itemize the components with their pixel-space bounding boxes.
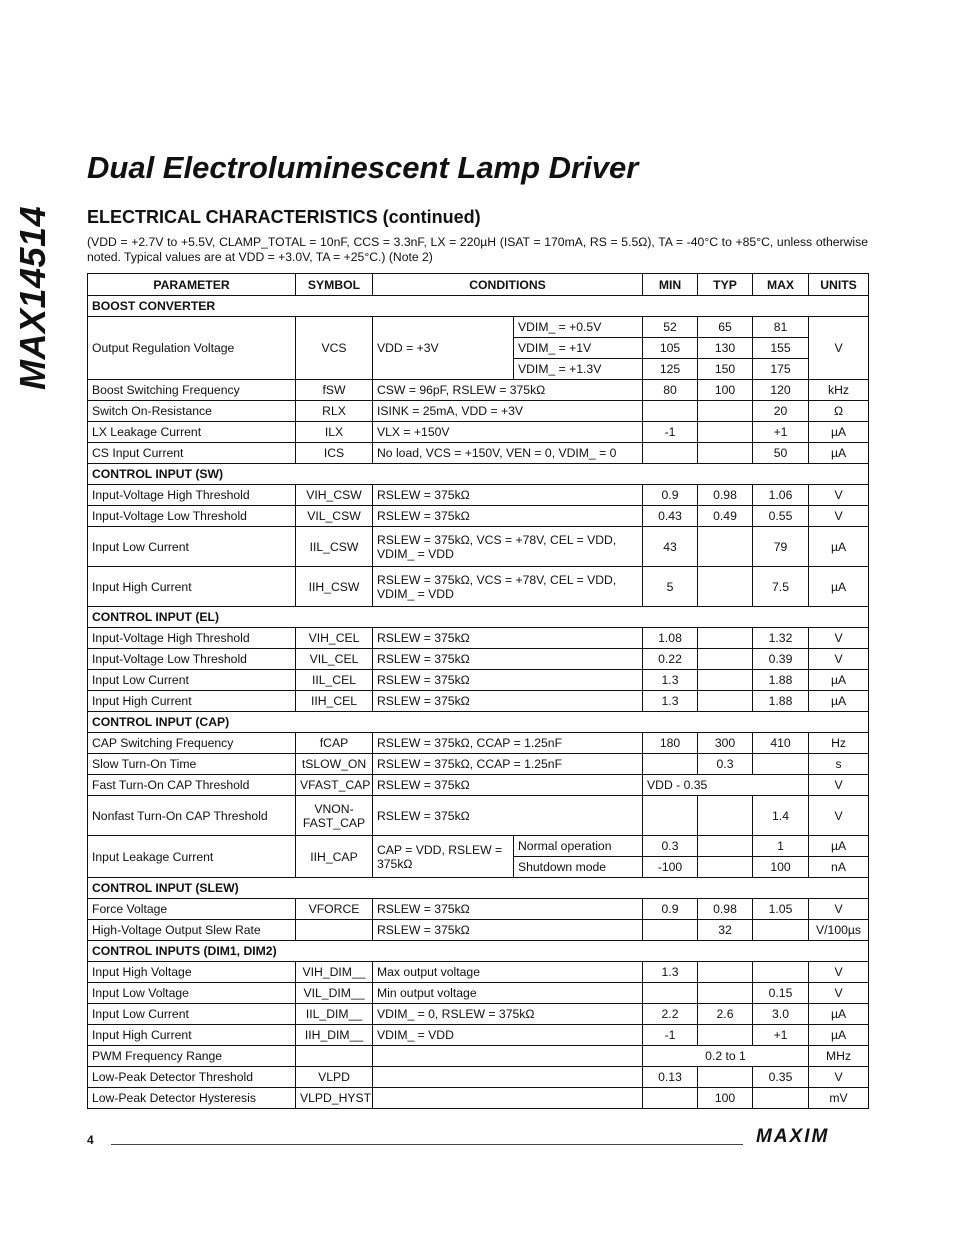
condition: RSLEW = 375kΩ (373, 775, 643, 796)
col-parameter: PARAMETER (88, 274, 296, 296)
table-row (88, 1004, 869, 1025)
symbol: VCS (296, 317, 373, 380)
min: 0.22 (643, 649, 698, 670)
param: Boost Switching Frequency (88, 380, 296, 401)
typ (698, 962, 753, 983)
value-span: VDD - 0.35 (643, 775, 809, 796)
units: V (809, 628, 869, 649)
max: 1.32 (753, 628, 809, 649)
max: 3.0 (753, 1004, 809, 1025)
condition: RSLEW = 375kΩ (373, 649, 643, 670)
symbol: VIL_DIM__ (296, 983, 373, 1004)
symbol: VFORCE (296, 899, 373, 920)
condition: ISINK = 25mA, VDD = +3V (373, 401, 643, 422)
condition: No load, VCS = +150V, VEN = 0, VDIM_ = 0 (373, 443, 643, 464)
condition: VDIM_ = 0, RSLEW = 375kΩ (373, 1004, 643, 1025)
typ (698, 836, 753, 857)
symbol: RLX (296, 401, 373, 422)
max: 79 (753, 527, 809, 567)
symbol: IIH_CEL (296, 691, 373, 712)
svg-text:MAXIM: MAXIM (756, 1126, 830, 1145)
condition: CSW = 96pF, RSLEW = 375kΩ (373, 380, 643, 401)
conditions-note: (VDD = +2.7V to +5.5V, CLAMP_TOTAL = 10nF, CCS = 3.3nF, LX = 220µH (ISAT = 170mA, RS = 5.5Ω), TA = -40°C to +85°C, unless otherwise noted. Typical values are at VDD = +3.0V, TA = +25°C.) (Note 2) (87, 235, 868, 264)
param: Low-Peak Detector Hysteresis (88, 1088, 296, 1109)
param: Slow Turn-On Time (88, 754, 296, 775)
min: 105 (643, 338, 698, 359)
units: MHz (809, 1046, 869, 1067)
max (753, 920, 809, 941)
col-symbol: SYMBOL (296, 274, 373, 296)
sub-condition: VDIM_ = +0.5V (514, 317, 643, 338)
units: V (809, 506, 869, 527)
symbol: VLPD (296, 1067, 373, 1088)
symbol: ICS (296, 443, 373, 464)
units: µA (809, 1025, 869, 1046)
typ (698, 857, 753, 878)
condition: RSLEW = 375kΩ (373, 670, 643, 691)
units: µA (809, 567, 869, 607)
min (643, 443, 698, 464)
condition: RSLEW = 375kΩ (373, 796, 643, 836)
param: Nonfast Turn-On CAP Threshold (88, 796, 296, 836)
table-row (88, 733, 869, 754)
param: CAP Switching Frequency (88, 733, 296, 754)
symbol: IIH_CSW (296, 567, 373, 607)
param: Input-Voltage High Threshold (88, 628, 296, 649)
table-row (88, 775, 869, 796)
maxim-logo (756, 1125, 866, 1145)
units: mV (809, 1088, 869, 1109)
symbol: ILX (296, 422, 373, 443)
units: µA (809, 527, 869, 567)
units: kHz (809, 380, 869, 401)
min: 1.3 (643, 691, 698, 712)
units: V/100µs (809, 920, 869, 941)
units: Hz (809, 733, 869, 754)
max: 7.5 (753, 567, 809, 607)
units: µA (809, 1004, 869, 1025)
typ (698, 443, 753, 464)
units: V (809, 962, 869, 983)
symbol (296, 1046, 373, 1067)
typ: 150 (698, 359, 753, 380)
table-row (88, 380, 869, 401)
min: 0.9 (643, 485, 698, 506)
param: LX Leakage Current (88, 422, 296, 443)
max: 0.35 (753, 1067, 809, 1088)
min: 1.08 (643, 628, 698, 649)
param: Input High Voltage (88, 962, 296, 983)
condition: RSLEW = 375kΩ, VCS = +78V, CEL = VDD, VDIM_ = VDD (373, 567, 643, 607)
section-header: CONTROL INPUT (SLEW) (88, 878, 869, 899)
condition: VLX = +150V (373, 422, 643, 443)
max: 20 (753, 401, 809, 422)
symbol: IIH_CAP (296, 836, 373, 878)
units: V (809, 1067, 869, 1088)
min: 0.13 (643, 1067, 698, 1088)
param: Input-Voltage Low Threshold (88, 506, 296, 527)
table-row (88, 691, 869, 712)
condition: RSLEW = 375kΩ (373, 628, 643, 649)
units: µA (809, 443, 869, 464)
table-row (88, 527, 869, 567)
col-units: UNITS (809, 274, 869, 296)
symbol: VFAST_CAP (296, 775, 373, 796)
min: 0.3 (643, 836, 698, 857)
table-row (88, 754, 869, 775)
max: 1.88 (753, 670, 809, 691)
symbol: VNON- FAST_CAP (296, 796, 373, 836)
param: Input Leakage Current (88, 836, 296, 878)
param: High-Voltage Output Slew Rate (88, 920, 296, 941)
condition: RSLEW = 375kΩ (373, 899, 643, 920)
min: 1.3 (643, 670, 698, 691)
param: Input-Voltage Low Threshold (88, 649, 296, 670)
symbol: VLPD_HYST (296, 1088, 373, 1109)
param: Input Low Voltage (88, 983, 296, 1004)
typ (698, 670, 753, 691)
min: 5 (643, 567, 698, 607)
symbol: IIL_DIM__ (296, 1004, 373, 1025)
max: +1 (753, 422, 809, 443)
param: Input High Current (88, 567, 296, 607)
condition (373, 1046, 643, 1067)
col-typ: TYP (698, 274, 753, 296)
col-conditions: CONDITIONS (373, 274, 643, 296)
param: Input Low Current (88, 670, 296, 691)
table-row (88, 836, 869, 857)
max: 1.88 (753, 691, 809, 712)
typ: 0.98 (698, 899, 753, 920)
symbol: IIH_DIM__ (296, 1025, 373, 1046)
symbol: VIL_CEL (296, 649, 373, 670)
units: V (809, 775, 869, 796)
max: 81 (753, 317, 809, 338)
min (643, 920, 698, 941)
min: 125 (643, 359, 698, 380)
typ (698, 422, 753, 443)
symbol: IIL_CEL (296, 670, 373, 691)
symbol: VIL_CSW (296, 506, 373, 527)
min: 80 (643, 380, 698, 401)
units: V (809, 649, 869, 670)
typ (698, 628, 753, 649)
min (643, 983, 698, 1004)
footer-rule (111, 1144, 743, 1145)
symbol: tSLOW_ON (296, 754, 373, 775)
param: Switch On-Resistance (88, 401, 296, 422)
table-row (88, 485, 869, 506)
section-header: CONTROL INPUT (SW) (88, 464, 869, 485)
typ (698, 691, 753, 712)
max: 175 (753, 359, 809, 380)
condition: Min output voltage (373, 983, 643, 1004)
min: -100 (643, 857, 698, 878)
units: µA (809, 691, 869, 712)
symbol: VIH_CSW (296, 485, 373, 506)
max: 1.4 (753, 796, 809, 836)
param: Output Regulation Voltage (88, 317, 296, 380)
table-row (88, 422, 869, 443)
typ: 65 (698, 317, 753, 338)
condition: Max output voltage (373, 962, 643, 983)
units: V (809, 317, 869, 380)
table-row (88, 962, 869, 983)
table-row (88, 628, 869, 649)
min: 1.3 (643, 962, 698, 983)
typ (698, 527, 753, 567)
min: -1 (643, 1025, 698, 1046)
symbol: fSW (296, 380, 373, 401)
table-row (88, 920, 869, 941)
param: Input-Voltage High Threshold (88, 485, 296, 506)
table-row (88, 1025, 869, 1046)
min: 43 (643, 527, 698, 567)
table-row (88, 670, 869, 691)
min: 52 (643, 317, 698, 338)
min (643, 796, 698, 836)
param: CS Input Current (88, 443, 296, 464)
section-header: CONTROL INPUT (CAP) (88, 712, 869, 733)
value-span: 0.2 to 1 (643, 1046, 809, 1067)
min: 180 (643, 733, 698, 754)
typ (698, 567, 753, 607)
min: 0.43 (643, 506, 698, 527)
min (643, 754, 698, 775)
condition: RSLEW = 375kΩ (373, 691, 643, 712)
max (753, 962, 809, 983)
section-title: ELECTRICAL CHARACTERISTICS (continued) (87, 207, 481, 227)
typ: 100 (698, 1088, 753, 1109)
units: V (809, 485, 869, 506)
typ (698, 649, 753, 670)
units: V (809, 796, 869, 836)
side-part-number: MAX14514 (12, 205, 53, 390)
table-row (88, 649, 869, 670)
max: 1.05 (753, 899, 809, 920)
table-row (88, 317, 869, 338)
min: 2.2 (643, 1004, 698, 1025)
max (753, 754, 809, 775)
max: 0.39 (753, 649, 809, 670)
sub-condition: VDIM_ = +1.3V (514, 359, 643, 380)
sub-condition: Normal operation (514, 836, 643, 857)
symbol: VIH_DIM__ (296, 962, 373, 983)
units: s (809, 754, 869, 775)
min (643, 401, 698, 422)
units: µA (809, 836, 869, 857)
typ: 130 (698, 338, 753, 359)
max: 1 (753, 836, 809, 857)
condition: RSLEW = 375kΩ (373, 485, 643, 506)
condition: VDIM_ = VDD (373, 1025, 643, 1046)
typ (698, 1025, 753, 1046)
max: 0.15 (753, 983, 809, 1004)
min (643, 1088, 698, 1109)
table-row (88, 401, 869, 422)
typ (698, 983, 753, 1004)
table-header-row (88, 274, 869, 296)
param: Low-Peak Detector Threshold (88, 1067, 296, 1088)
table-row (88, 796, 869, 836)
units: µA (809, 670, 869, 691)
units: Ω (809, 401, 869, 422)
section-header: BOOST CONVERTER (88, 296, 869, 317)
table-row (88, 1088, 869, 1109)
typ (698, 401, 753, 422)
max: 1.06 (753, 485, 809, 506)
param: Input High Current (88, 691, 296, 712)
units: nA (809, 857, 869, 878)
typ: 300 (698, 733, 753, 754)
typ: 0.3 (698, 754, 753, 775)
typ: 2.6 (698, 1004, 753, 1025)
table-row (88, 567, 869, 607)
condition: RSLEW = 375kΩ, CCAP = 1.25nF (373, 754, 643, 775)
page-number: 4 (87, 1133, 94, 1147)
typ (698, 1067, 753, 1088)
units: µA (809, 422, 869, 443)
symbol (296, 920, 373, 941)
symbol: IIL_CSW (296, 527, 373, 567)
condition (373, 1067, 643, 1088)
typ: 0.98 (698, 485, 753, 506)
max: 410 (753, 733, 809, 754)
section-header: CONTROL INPUTS (DIM1, DIM2) (88, 941, 869, 962)
table-row (88, 1067, 869, 1088)
units: V (809, 983, 869, 1004)
param: Force Voltage (88, 899, 296, 920)
sub-condition: Shutdown mode (514, 857, 643, 878)
param: Input High Current (88, 1025, 296, 1046)
sub-condition: VDIM_ = +1V (514, 338, 643, 359)
table-row (88, 506, 869, 527)
min: 0.9 (643, 899, 698, 920)
electrical-characteristics-table (87, 273, 869, 1109)
param: Input Low Current (88, 527, 296, 567)
symbol: fCAP (296, 733, 373, 754)
condition (373, 1088, 643, 1109)
max: 120 (753, 380, 809, 401)
max (753, 1088, 809, 1109)
table-row (88, 443, 869, 464)
condition: RSLEW = 375kΩ, CCAP = 1.25nF (373, 733, 643, 754)
max: 155 (753, 338, 809, 359)
table-row (88, 1046, 869, 1067)
condition: RSLEW = 375kΩ (373, 506, 643, 527)
col-min: MIN (643, 274, 698, 296)
typ (698, 796, 753, 836)
param: PWM Frequency Range (88, 1046, 296, 1067)
document-title: Dual Electroluminescent Lamp Driver (87, 150, 639, 185)
param: Fast Turn-On CAP Threshold (88, 775, 296, 796)
condition: CAP = VDD, RSLEW = 375kΩ (373, 836, 514, 878)
condition: RSLEW = 375kΩ, VCS = +78V, CEL = VDD, VDIM_ = VDD (373, 527, 643, 567)
min: -1 (643, 422, 698, 443)
typ: 32 (698, 920, 753, 941)
units: V (809, 899, 869, 920)
max: 100 (753, 857, 809, 878)
param: Input Low Current (88, 1004, 296, 1025)
table-row (88, 899, 869, 920)
max: +1 (753, 1025, 809, 1046)
typ: 100 (698, 380, 753, 401)
section-header: CONTROL INPUT (EL) (88, 607, 869, 628)
col-max: MAX (753, 274, 809, 296)
typ: 0.49 (698, 506, 753, 527)
max: 50 (753, 443, 809, 464)
table-row (88, 983, 869, 1004)
symbol: VIH_CEL (296, 628, 373, 649)
max: 0.55 (753, 506, 809, 527)
condition: VDD = +3V (373, 317, 514, 380)
condition: RSLEW = 375kΩ (373, 920, 643, 941)
